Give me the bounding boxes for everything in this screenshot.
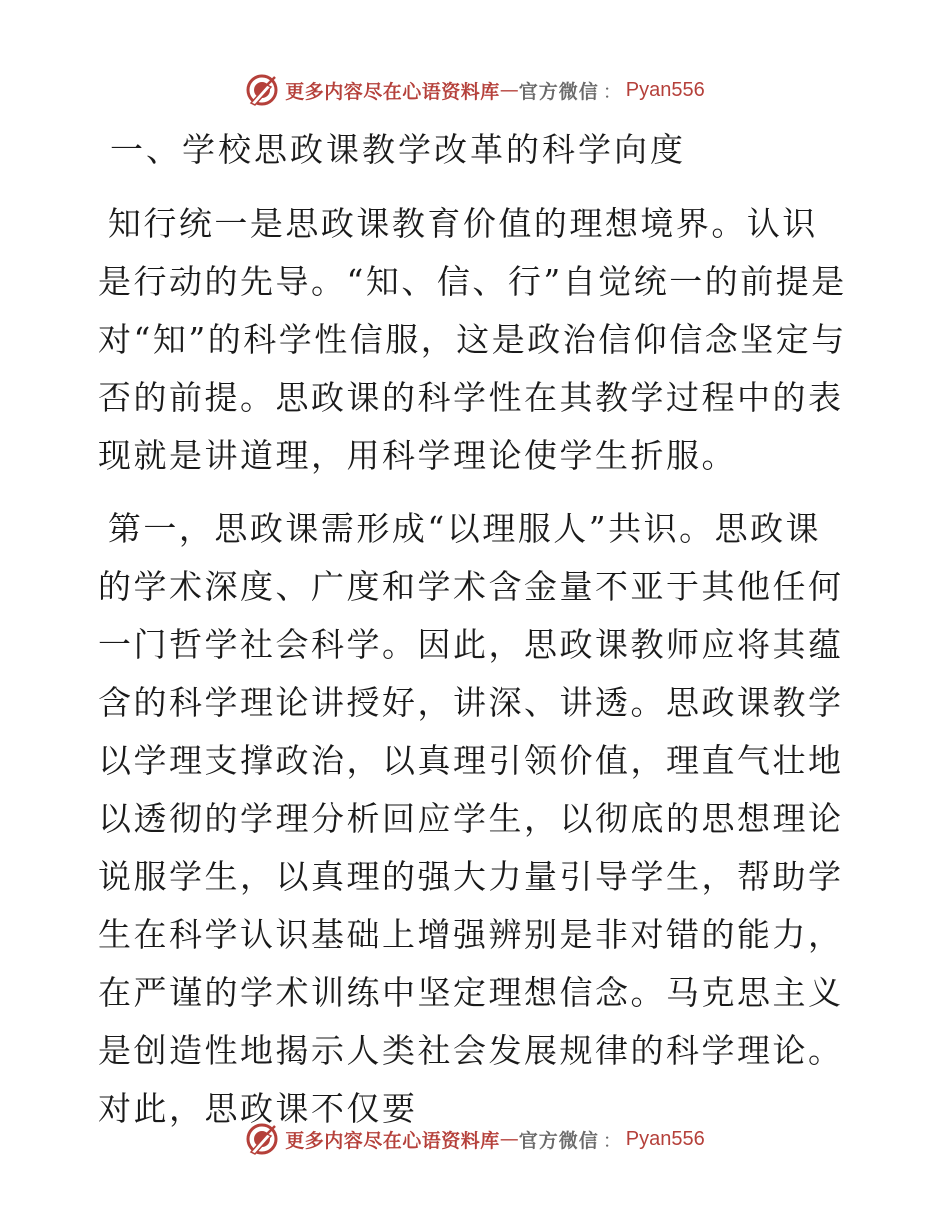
paragraph-1: 知行统一是思政课教育价值的理想境界。认识是行动的先导。“知、信、行”自觉统一的前提是对“知”的科学性信服，这是政治信仰信念坚定与否的前提。思政课的科学性在其教学过程中的表现就是讲道理，用科学理论使学生折服。	[98, 204, 847, 475]
pen-logo-icon	[245, 1122, 279, 1156]
watermark-handle: Pyan556	[625, 1127, 705, 1150]
watermark-wechat-label: 官方微信	[518, 1129, 599, 1152]
watermark-site-text: 更多内容尽在心语资料库	[285, 1129, 500, 1152]
watermark-site-text: 更多内容尽在心语资料库	[285, 80, 500, 103]
watermark-separator: —	[499, 79, 519, 101]
header-watermark	[0, 68, 950, 112]
watermark-handle: Pyan556	[625, 78, 705, 101]
pen-logo-icon	[245, 73, 279, 107]
footer-watermark	[0, 1117, 950, 1161]
paragraph-2: 第一，思政课需形成“以理服人”共识。思政课的学术深度、广度和学术含金量不亚于其他任何一门哲学社会科学。因此，思政课教师应将其蕴含的科学理论讲授好，讲深、讲透。思政课教学以学理支撑政治，以真理引领价值，理直气壮地以透彻的学理分析回应学生，以彻底的思想理论说服学生，以真理的强大力量引导学生，帮助学生在科学认识基础上增强辨别是非对错的能力，在严谨的学术训练中坚定理想信念。马克思主义是创造性地揭示人类社会发展规律的科学理论。对此，思政课不仅要	[98, 509, 844, 1128]
section-heading: 一、学校思政课教学改革的科学向度	[110, 130, 686, 169]
watermark-colon: ：	[602, 80, 622, 103]
watermark-wechat-label: 官方微信	[518, 80, 599, 103]
watermark-separator: —	[499, 1128, 519, 1150]
watermark-colon: ：	[602, 1129, 622, 1152]
